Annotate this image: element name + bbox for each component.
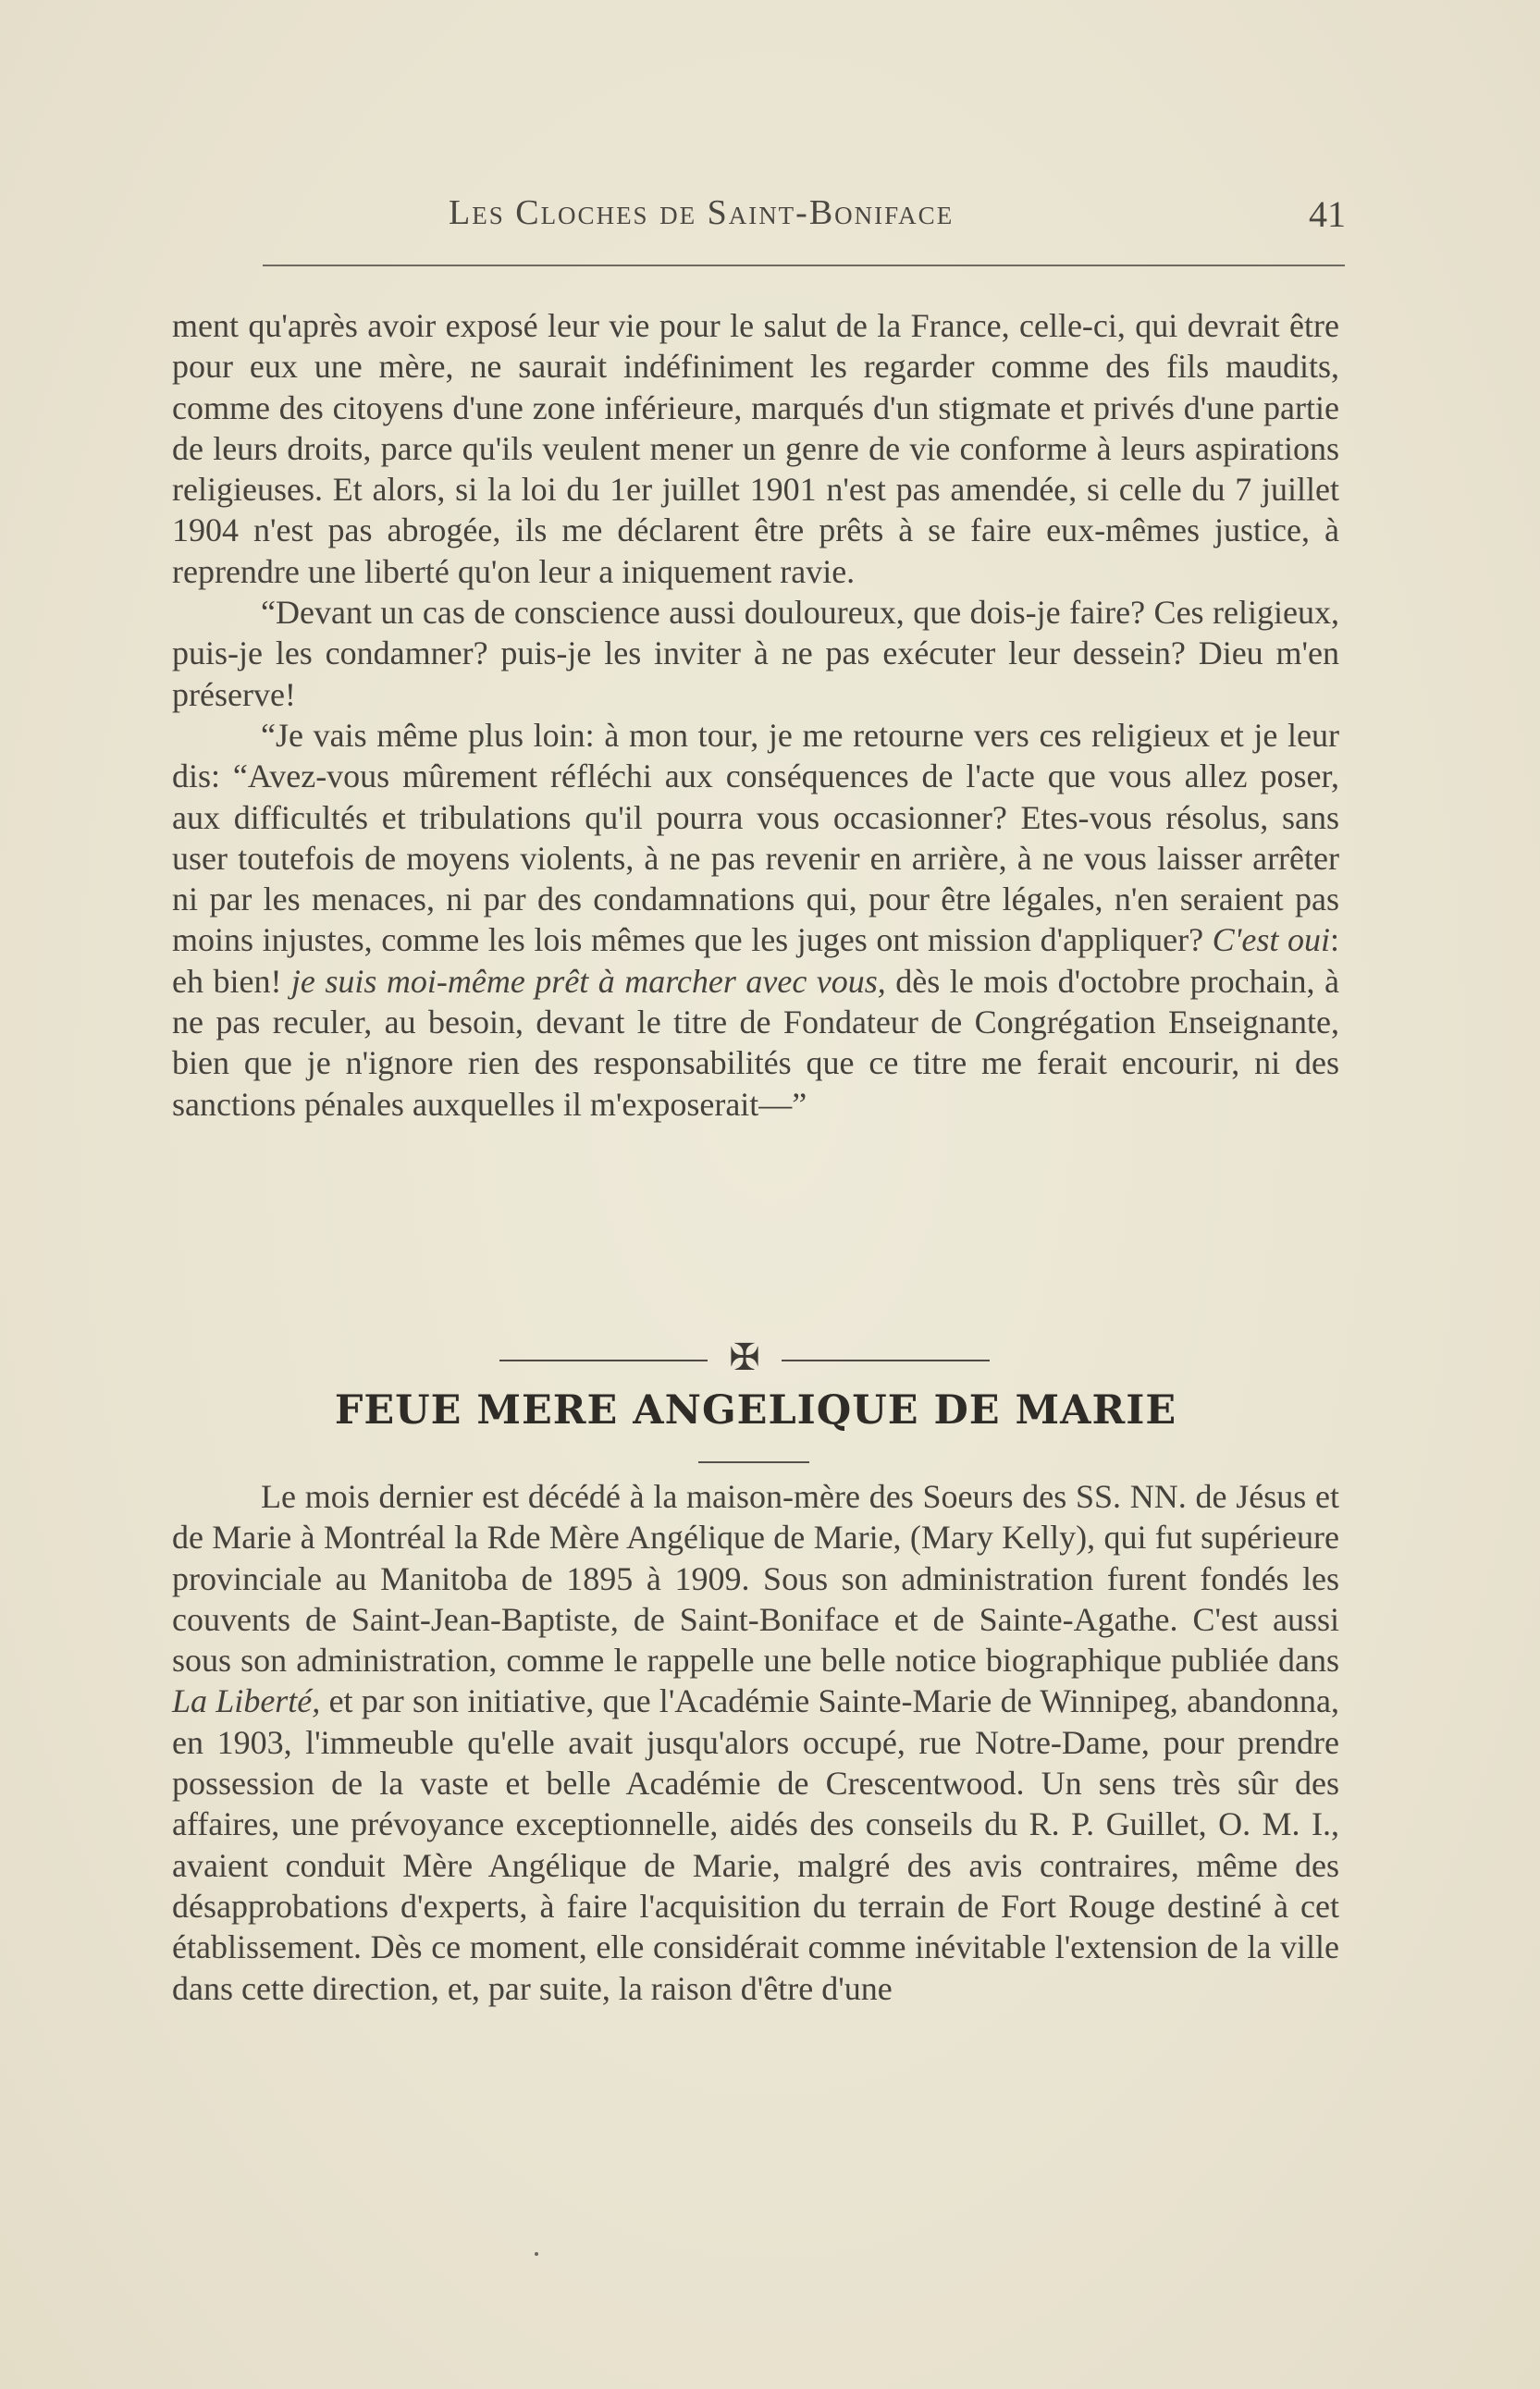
obituary-article [172, 1476, 1339, 2009]
article-continuation [172, 305, 1339, 1125]
section-title: FEUE MERE ANGELIQUE DE MARIE [334, 1387, 1177, 1434]
italic-phrase: je suis moi-même prêt à marcher avec vous, [290, 962, 886, 1000]
italic-phrase: C'est oui [1212, 921, 1330, 959]
header-rule [263, 265, 1345, 266]
divider-line [499, 1360, 708, 1361]
paragraph-text: “Je vais même plus loin: à mon tour, je me retourne vers ces religieux et je leur dis: “Avez-vous mûrement réfléchi aux conséquences de l'acte que vous allez poser, aux difficultés et tribulations qu'il pourra vous occasionner? Etes-vous résolus, sans user toutefois de moyens violents, à ne pas revenir en arrière, à ne vous laisser arrêter ni par les menaces, ni par des condamnations qui, pour être légales, n'en seraient pas moins injustes, comme les lois mêmes que les juges ont mission d'appliquer? [172, 716, 1339, 959]
paragraph-text: dès le mois d'octobre prochain, à ne pas reculer, au besoin, devant le titre de Fondateur de Congrégation Enseignante, bien que je n'ignore rien des responsabilités que ce titre me ferait encourir, ni des sanctions pénales auxquelles il m'exposerait—” [172, 962, 1340, 1123]
paragraph-text: Le mois dernier est décédé à la maison-mère des Soeurs des SS. NN. de Jésus et de Marie à Montréal la Rde Mère Angélique de Marie, (Mary Kelly), qui fut supérieure provinciale au Manitoba de 1895 à 1909. Sous son administration furent fondés les couvents de Saint-Jean-Baptiste, de Saint-Boniface et de Sainte-Agathe. C'est aussi sous son administration, comme le rappelle une belle notice biographique publiée dans [172, 1478, 1339, 1680]
paragraph [172, 1476, 1339, 2009]
paragraph: ment qu'après avoir exposé leur vie pour le salut de la France, celle-ci, qui devrait être pour eux une mère, ne saurait indéfiniment les regarder comme des fils maudits, comme des citoyens d'une zone inférieure, marqués d'un stigmate et privés d'une partie de leurs droits, parce qu'ils veulent mener un genre de vie conforme à leurs aspirations religieuses. Et alors, si la loi du 1er juillet 1901 n'est pas amendée, si celle du 7 juillet 1904 n'est pas abrogée, ils me déclarent être prêts à se faire eux-mêmes justice, à reprendre une liberté qu'on leur a iniquement ravie. [172, 307, 1339, 590]
italic-phrase: La Liberté, [172, 1682, 321, 1720]
running-title: Les Cloches de Saint-Boniface [449, 193, 955, 232]
ornamental-divider [499, 1336, 990, 1378]
paragraph: “Devant un cas de conscience aussi douloureux, que dois-je faire? Ces religieux, puis-je les condamner? puis-je les inviter à ne pas exécuter leur dessein? Dieu m'en préserve! [172, 594, 1339, 713]
title-rule [698, 1461, 809, 1463]
paragraph-text: : eh bien! [172, 921, 1339, 1000]
cross-icon: ✠ [729, 1336, 760, 1378]
paragraph [172, 715, 1339, 1125]
paragraph-text: et par son initiative, que l'Académie Sainte-Marie de Winnipeg, abandonna, en 1903, l'immeuble qu'elle avait jusqu'alors occupé, rue Notre-Dame, pour prendre possession de la vaste et belle Académie de Crescentwood. Un sens très sûr des affaires, une prévoyance exceptionnelle, aidés des conseils du R. P. Guillet, O. M. I., avaient conduit Mère Angélique de Marie, malgré des avis contraires, même des désapprobations d'experts, à faire l'acquisition du terrain de Fort Rouge destiné à cet établissement. Dès ce moment, elle considérait comme inévitable l'extension de la ville dans cette direction, et, par suite, la raison d'être d'une [172, 1682, 1340, 2007]
divider-line [782, 1360, 990, 1361]
paper-speck [535, 2252, 538, 2256]
page-number: 41 [1309, 193, 1346, 235]
page-header [176, 192, 1346, 248]
